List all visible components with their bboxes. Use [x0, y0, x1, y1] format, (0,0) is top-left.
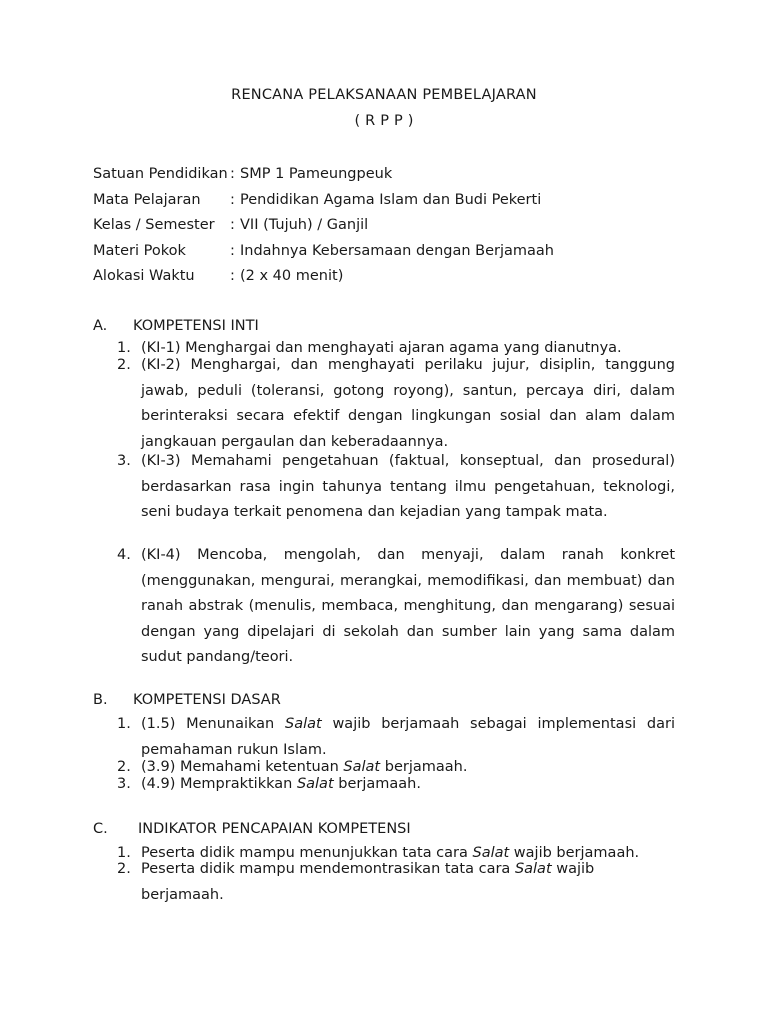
info-value: Pendidikan Agama Islam dan Budi Pekerti	[240, 191, 542, 208]
document-title: RENCANA PELAKSANAAN PEMBELAJARAN	[231, 87, 537, 103]
info-colon: :	[230, 166, 235, 182]
item-number: 1.	[117, 340, 131, 356]
section-heading: KOMPETENSI DASAR	[133, 692, 281, 708]
item-text-after: berjamaah.	[380, 759, 468, 775]
section-letter: A.	[93, 318, 108, 334]
item-text: (KI-1) Menghargai dan menghayati ajaran agama yang dianutnya.	[141, 340, 622, 356]
section-a-heading	[93, 315, 675, 337]
list-item	[117, 759, 675, 776]
item-text-emphasis: Salat	[472, 845, 510, 861]
item-number: 3.	[117, 776, 131, 792]
info-label: Alokasi Waktu	[93, 268, 195, 285]
section-heading: KOMPETENSI INTI	[133, 318, 259, 334]
item-text: (KI-3) Memahami pengetahuan (faktual, konseptual, dan prosedural) berdasarkan rasa ingin tahunya tentang ilmu pengetahuan, teknologi, seni budaya terkait penomena dan kejadian yang tampak mata.	[141, 453, 675, 521]
info-row	[93, 239, 554, 265]
item-text-emphasis: Salat	[514, 861, 552, 877]
document-subtitle: ( R P P )	[354, 113, 414, 129]
section-b-list	[117, 712, 675, 763]
list-item	[117, 712, 675, 763]
item-text-before: (4.9) Mempraktikkan	[141, 776, 297, 792]
item-text-emphasis: Salat	[343, 759, 381, 775]
section-letter: B.	[93, 692, 108, 708]
list-item	[117, 776, 675, 793]
info-value: Indahnya Kebersamaan dengan Berjamaah	[240, 242, 554, 259]
section-c-list	[117, 857, 657, 908]
info-colon: :	[230, 242, 235, 259]
section-b-list	[117, 776, 675, 793]
info-row	[93, 213, 554, 239]
identity-table	[93, 162, 554, 290]
item-text-after: wajib berjamaah sebagai implementasi dari pemahaman rukun Islam.	[141, 716, 675, 758]
info-value: VII (Tujuh) / Ganjil	[240, 217, 369, 234]
item-text: (KI-2) Menghargai, dan menghayati perilaku jujur, disiplin, tanggung jawab, peduli (toleransi, gotong royong), santun, percaya diri, dalam berinteraksi secara efektif dengan lingkungan sosial dan alam dalam jangkauan pergaulan dan keberadaannya.	[141, 357, 675, 450]
list-item	[117, 353, 675, 455]
item-number: 1.	[117, 845, 131, 861]
item-text-emphasis: Salat	[285, 716, 322, 732]
section-b-heading	[93, 689, 675, 711]
item-text-after: wajib berjamaah.	[141, 861, 595, 903]
item-number: 4.	[117, 547, 131, 563]
list-item	[117, 857, 657, 908]
info-label: Materi Pokok	[93, 242, 186, 259]
section-a-list	[117, 357, 675, 455]
item-text-before: (1.5) Menunaikan	[141, 716, 285, 732]
section-c-heading	[93, 818, 675, 840]
info-label: Mata Pelajaran	[93, 191, 201, 208]
section-b-list	[117, 759, 675, 776]
info-value: (2 x 40 menit)	[240, 268, 344, 285]
info-colon: :	[230, 268, 235, 285]
section-a-list	[117, 449, 675, 526]
info-label: Kelas / Semester	[93, 217, 215, 234]
section-heading: INDIKATOR PENCAPAIAN KOMPETENSI	[138, 821, 411, 837]
item-text-before: Peserta didik mampu mendemontrasikan tata cara	[141, 861, 515, 877]
list-item	[117, 543, 675, 671]
list-item	[117, 449, 675, 526]
info-colon: :	[230, 217, 235, 234]
item-number: 2.	[117, 861, 131, 877]
item-text-emphasis: Salat	[296, 776, 334, 792]
info-colon: :	[230, 191, 235, 208]
item-text-after: wajib berjamaah.	[509, 845, 640, 861]
section-a-list	[117, 543, 675, 671]
item-text: (KI-4) Mencoba, mengolah, dan menyaji, dalam ranah konkret (menggunakan, mengurai, merangkai, memodifikasi, dan membuat) dan ranah abstrak (menulis, membaca, menghitung, dan mengarang) sesuai dengan yang dipelajari di sekolah dan sumber lain yang sama dalam sudut pandang/teori.	[141, 547, 675, 666]
item-number: 2.	[117, 759, 131, 775]
item-text-before: Peserta didik mampu menunjukkan tata cara	[141, 845, 473, 861]
item-number: 2.	[117, 357, 131, 373]
item-number: 1.	[117, 716, 131, 732]
section-letter: C.	[93, 821, 108, 837]
info-label: Satuan Pendidikan	[93, 166, 228, 182]
info-value: SMP 1 Pameungpeuk	[240, 166, 393, 182]
info-row	[93, 264, 554, 290]
item-text-after: berjamaah.	[333, 776, 421, 792]
item-text-before: (3.9) Memahami ketentuan	[141, 759, 344, 775]
info-row	[93, 162, 554, 188]
info-row	[93, 188, 554, 214]
item-number: 3.	[117, 453, 131, 469]
